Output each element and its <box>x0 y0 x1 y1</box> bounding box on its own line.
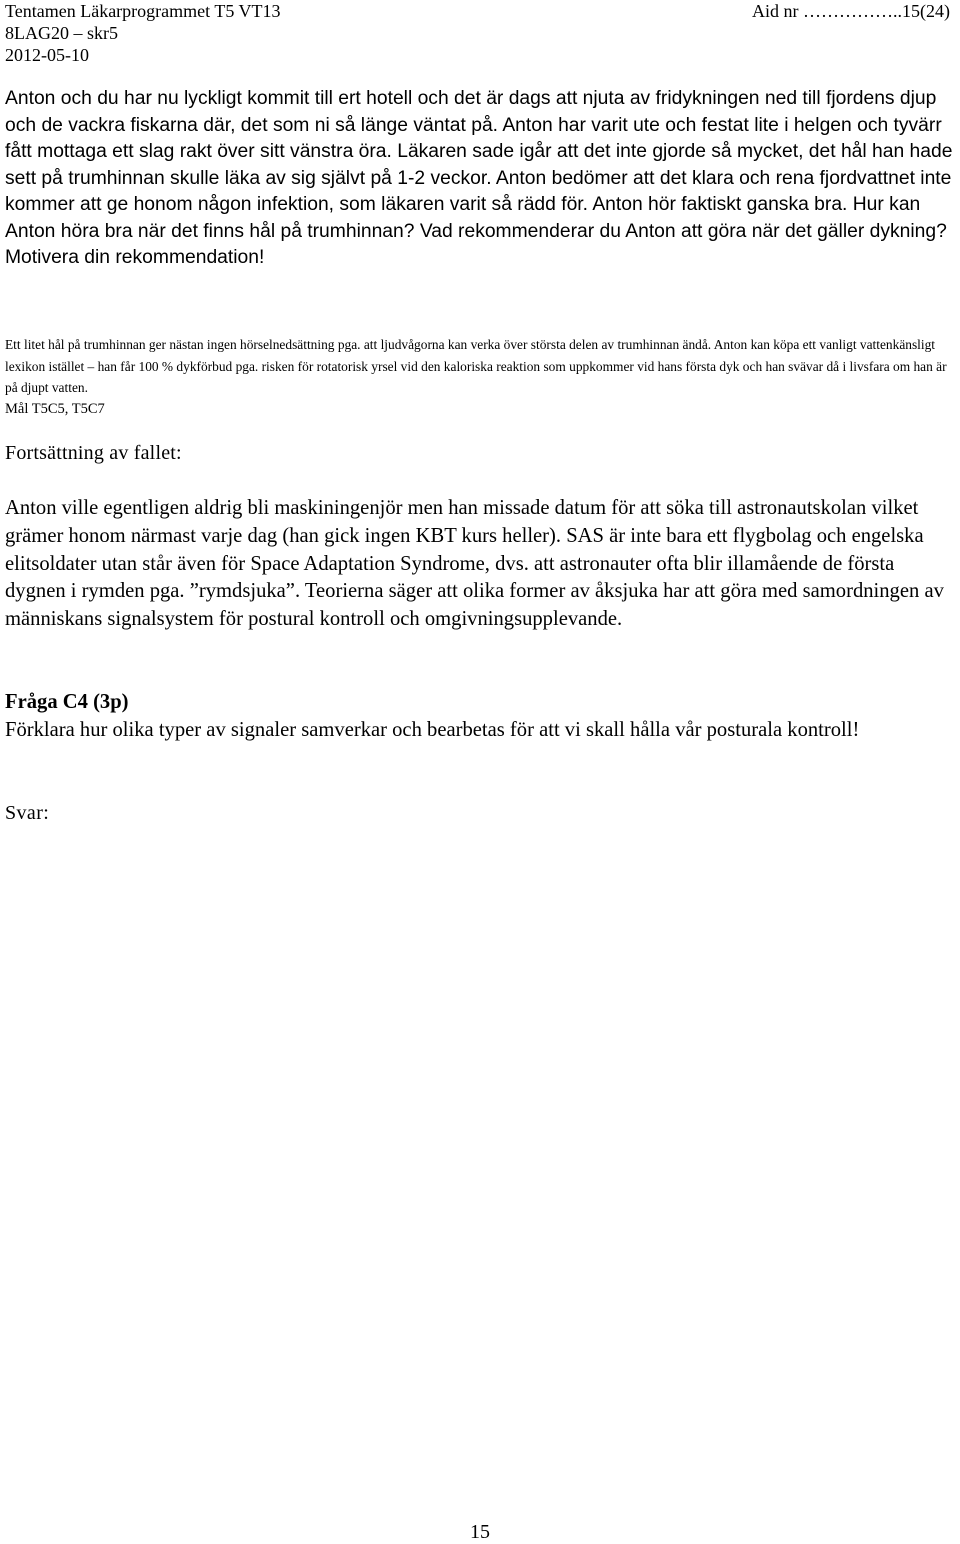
page-number: 15 <box>470 1521 490 1543</box>
exam-title: Tentamen Läkarprogrammet T5 VT13 <box>5 1 281 21</box>
question-text: Förklara hur olika typer av signaler samverkar och bearbetas för att vi skall hålla vår posturala kontroll! <box>5 718 860 741</box>
case-description <box>5 86 955 272</box>
model-answer <box>5 334 955 420</box>
case-text: Anton och du har nu lyckligt kommit till ert hotell och det är dags att njuta av fridykningen ned till fjordens djup och de vackra fiskarna där, det som ni så länge väntat på. Anton har varit ute och festat lite i helgen och tyvärr fått mottaga ett slag rakt över sitt vänstra öra. Läkaren sade igår att det inte gjorde så mycket, det hål han hade sett på trumhinnan skulle läka av sig självt på 1-2 veckor. Anton bedömer att det klara och rena fjordvattnet inte kommer att ge honom någon infektion, som läkaren varit så rädd för. Anton hör faktiskt ganska bra. Hur kan Anton höra bra när det finns hål på trumhinnan? Vad rekommenderar du Anton att göra när det gäller dykning? Motivera din rekommendation! <box>5 88 953 268</box>
question-c4 <box>5 689 955 745</box>
learning-goals: Mål T5C5, T5C7 <box>5 400 105 417</box>
course-code: 8LAG20 – skr5 <box>5 23 118 43</box>
aid-number: Aid nr ……………..15(24) <box>752 1 950 21</box>
exam-date: 2012-05-10 <box>5 45 89 65</box>
answer-label: Svar: <box>5 802 50 824</box>
question-title: Fråga C4 (3p) <box>5 691 129 713</box>
continuation-story <box>5 495 955 634</box>
page-header <box>5 0 950 66</box>
continuation-heading: Fortsättning av fallet: <box>5 442 182 464</box>
continuation-text: Anton ville egentligen aldrig bli maskiningenjör men han missade datum för att söka till astronautskolan vilket grämer honom närmast varje dag (han gick ingen KBT kurs heller). SAS är inte bara ett flygbolag och engelska elitsoldater utan står även för Space Adaptation Syndrome, dvs. att astronauter ofta blir illamående de första dygnen i rymden pga. ”rymdsjuka”. Teorierna säger att olika former av åksjuka har att göra med samordningen av människans signalsystem för postural kontroll och omgivningsupplevande. <box>5 497 944 631</box>
model-answer-text: Ett litet hål på trumhinnan ger nästan ingen hörselnedsättning pga. att ljudvågorna kan verka över största delen av trumhinnan ändå. Anton kan köpa ett vanligt vattenkänsligt lexikon istället – han får 100 % dykförbud pga. risken för rotatorisk yrsel vid den kaloriska reaktion som uppkommer vid hans första dyk och han svävar då i livsfara om han är på djupt vatten. <box>5 337 947 395</box>
header-row-top <box>5 0 950 22</box>
